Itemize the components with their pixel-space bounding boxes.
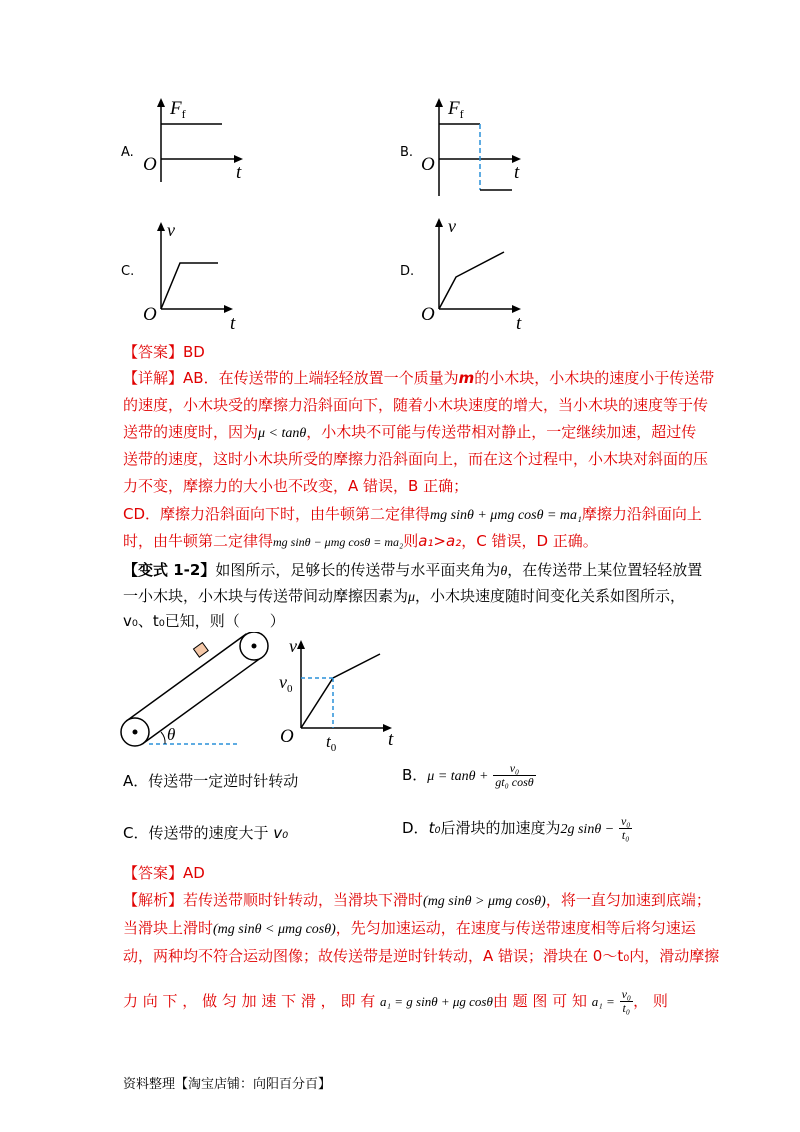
answer-value: BD (183, 343, 205, 361)
conveyor-belt-figure (115, 632, 275, 752)
y-axis-label: $F_f$ (170, 98, 186, 121)
fraction: $\frac{\text{v₀}}{\text{t₀}}$ (621, 987, 632, 1015)
x-axis-label: t (230, 313, 236, 334)
graph-c (140, 214, 255, 334)
analysis-line-1: 【解析】若传送带顺时针转动，当滑块下滑时(mg sinθ > μmg cosθ)，将一直匀加速到底端； (123, 891, 711, 909)
fraction: $\frac{\text{v₀}}{\text{gt₀ cosθ}}$ (495, 761, 534, 789)
origin-label: O (143, 154, 157, 175)
answer-label: 【答案】 (123, 343, 184, 361)
variant-line-3: v₀、t₀已知，则（ ） (123, 612, 285, 630)
detail-line-1: 【详解】AB．在传送带的上端轻轻放置一个质量为m的小木块，小木块的速度小于传送带 (123, 369, 715, 387)
option-d-letter: D. (400, 264, 415, 279)
x-axis-label: t (514, 162, 520, 183)
y-axis-label: v (289, 636, 297, 656)
theta-label: θ (167, 725, 176, 744)
x-axis-label: t (388, 729, 394, 750)
graph-a (140, 92, 255, 187)
choice-a[interactable]: A．传送带一定逆时针转动 (123, 772, 299, 790)
variant-line-1: 【变式 1-2】如图所示，足够长的传送带与水平面夹角为θ，在传送带上某位置轻轻放置 (123, 561, 703, 579)
answer-2: 【答案】AD (123, 864, 205, 882)
v0-label: $v_0$ (279, 672, 293, 695)
t0-label: $t_0$ (326, 732, 337, 752)
origin-label: O (143, 304, 157, 325)
detail-line-5: 力不变，摩擦力的大小也不改变，A 错误，B 正确； (123, 477, 469, 495)
origin-label: O (421, 304, 435, 325)
y-axis-label: v (167, 220, 175, 240)
origin-label: O (421, 154, 435, 175)
y-axis-label: $F_f$ (448, 98, 464, 121)
analysis-line-3: 动，两种均不符合运动图像；故传送带是逆时针转动，A 错误；滑块在 0～t₀内，滑动摩擦 (123, 947, 720, 965)
variant-line-2: 一小木块，小木块与传送带间动摩擦因素为μ，小木块速度随时间变化关系如图所示， (123, 587, 686, 605)
fraction: $\frac{\text{v₀}}{\text{t₀}}$ (620, 814, 631, 842)
footer-text: 资料整理【淘宝店铺：向阳百分百】 (123, 1077, 332, 1092)
option-c-letter: C. (121, 264, 135, 279)
choice-d[interactable]: D．t₀后滑块的加速度为2g sinθ − $\frac{\text{v₀}}{\text{t₀}}$ (402, 814, 631, 842)
choice-c[interactable]: C．传送带的速度大于 v₀ (123, 824, 289, 842)
detail-line-2: 的速度，小木块受的摩擦力沿斜面向下，随着小木块速度的增大，当小木块的速度等于传 (123, 396, 709, 414)
detail-line-7: 时，由牛顿第二定律得mg sinθ − μmg cosθ = ma₂则a₁>a₂，C 错误，D 正确。 (123, 532, 598, 550)
detail-line-3: 送带的速度时，因为μ < tanθ，小木块不可能与传送带相对静止，一定继续加速，超过传 (123, 423, 697, 441)
graph-b (418, 92, 533, 202)
velocity-time-figure (275, 632, 410, 752)
y-axis-label: v (448, 216, 456, 236)
analysis-line-2: 当滑块上滑时(mg sinθ < μmg cosθ)，先匀加速运动，在速度与传送带速度相等后将匀速运 (123, 919, 696, 937)
analysis-line-4: 力 向 下 ， 做 匀 加 速 下 滑 ， 即 有 a₁ = g sinθ + μg cosθ由 题 图 可 知 a₁ = $\frac{\text{v₀}}{\text{t₀}}$ ， 则 (123, 987, 668, 1015)
x-axis-label: t (516, 313, 522, 334)
variant-label: 【变式 1-2】 (123, 561, 216, 579)
graph-d (418, 210, 538, 334)
option-b-letter: B. (400, 145, 414, 160)
detail-line-4: 送带的速度，这时小木块所受的摩擦力沿斜面向上，而在这个过程中，小木块对斜面的压 (123, 450, 709, 468)
origin-label: O (280, 726, 294, 747)
answer-1 (123, 342, 205, 362)
choice-b[interactable]: B．μ = tanθ + $\frac{\text{v₀}}{\text{gt₀ cosθ}}$ (402, 761, 534, 789)
option-a-letter: A. (121, 145, 134, 160)
detail-line-6: CD．摩擦力沿斜面向下时，由牛顿第二定律得mg sinθ + μmg cosθ = ma₁摩擦力沿斜面向上 (123, 505, 702, 523)
x-axis-label: t (236, 162, 242, 183)
